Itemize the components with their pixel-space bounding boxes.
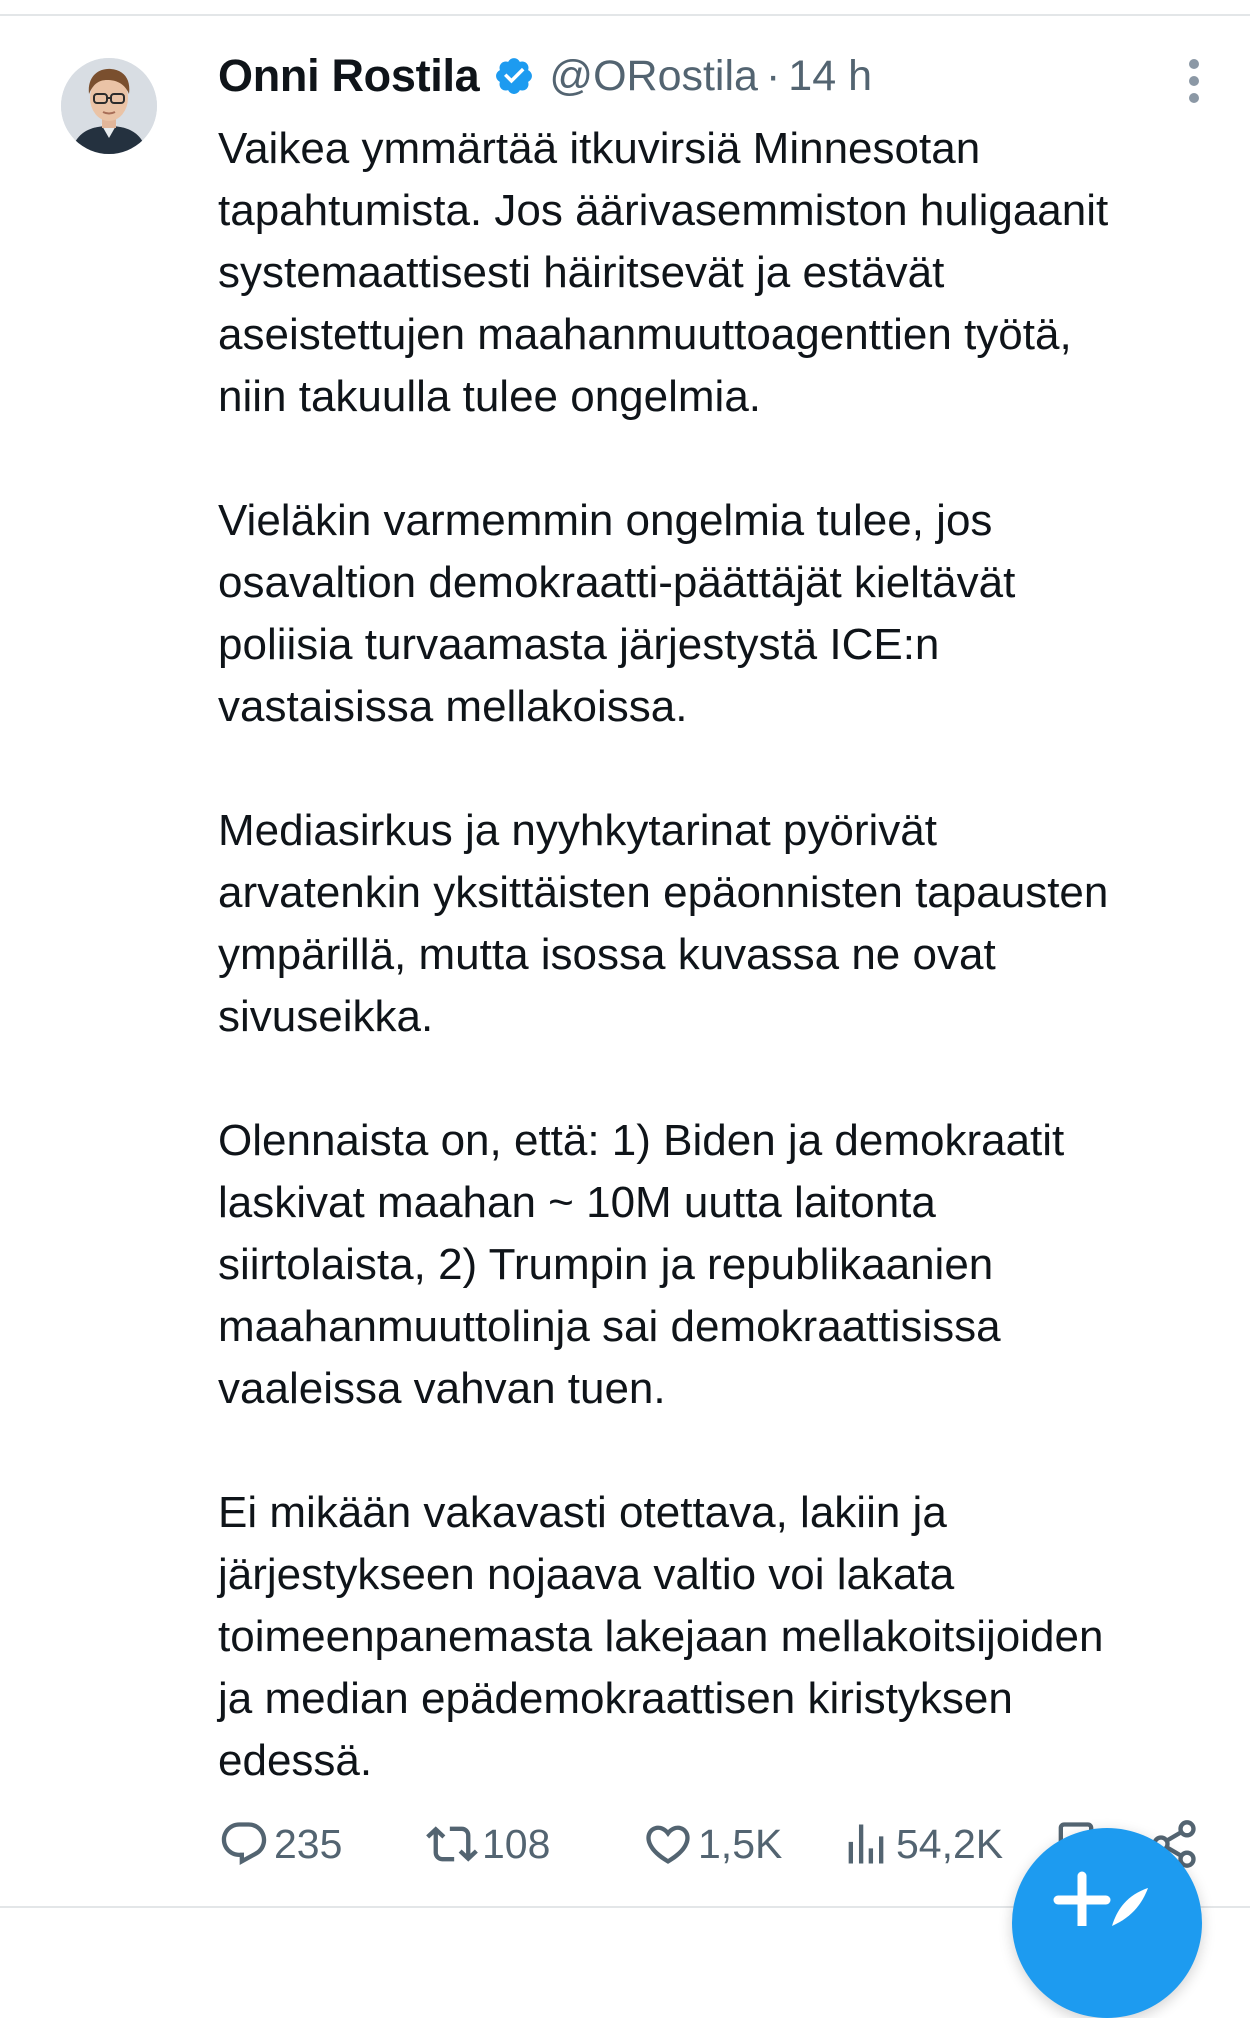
views-button[interactable] [840,1814,1003,1874]
tweet-header [218,46,872,106]
top-divider [0,14,1250,16]
author-name[interactable]: Onni Rostila [218,50,480,101]
avatar-image [61,58,157,154]
more-vertical-icon[interactable] [1174,54,1214,114]
heart-icon [642,1818,694,1870]
tweet-paragraph: Vaikea ymmärtää itkuvirsiä Minnesotan tapahtumista. Jos äärivasemmiston huligaanit systemaattisesti häiritsevät ja estävät aseistettujen maahanmuuttoagenttien työtä, niin takuulla tulee ongelmia. [218,124,1109,421]
views-bar-chart-icon [840,1818,892,1870]
compose-plus-icon [1052,1866,1152,1926]
verified-badge-icon [493,55,535,97]
tweet-text [218,118,1228,1792]
reply-count: 235 [274,1820,343,1867]
repost-icon [426,1818,478,1870]
tweet-paragraph: Vieläkin varmemmin ongelmia tulee, jos osavaltion demokraatti-päättäjät kieltävät poliisia turvaamasta järjestystä ICE:n vastaisissa mellakoissa. [218,496,1016,731]
timestamp[interactable]: 14 h [788,51,872,100]
tweet-paragraph: Ei mikään vakavasti otettava, lakiin ja järjestykseen nojaava valtio voi lakata toimeenpanemasta lakejaan mellakoitsijoiden ja median epädemokraattisen kiristyksen edessä. [218,1488,1104,1785]
repost-button[interactable] [426,1814,550,1874]
tweet-paragraph: Mediasirkus ja nyyhkytarinat pyörivät arvatenkin yksittäisten epäonnisten tapausten ympärillä, mutta isossa kuvassa ne ovat sivuseikka. [218,806,1109,1041]
avatar[interactable] [61,58,157,154]
tweet-paragraph: Olennaista on, että: 1) Biden ja demokraatit laskivat maahan ~ 10M uutta laitonta siirtolaista, 2) Trumpin ja republikaanien maahanmuuttolinja sai demokraattisissa vaaleissa vahvan tuen. [218,1116,1065,1413]
separator-dot: · [765,51,781,100]
reply-button[interactable] [218,1814,342,1874]
like-count: 1,5K [698,1820,783,1867]
views-count: 54,2K [896,1820,1004,1867]
author-handle[interactable]: @ORostila [549,51,758,100]
like-button[interactable] [642,1814,782,1874]
compose-button[interactable] [1012,1828,1202,2018]
repost-count: 108 [482,1820,551,1867]
reply-icon [218,1818,270,1870]
